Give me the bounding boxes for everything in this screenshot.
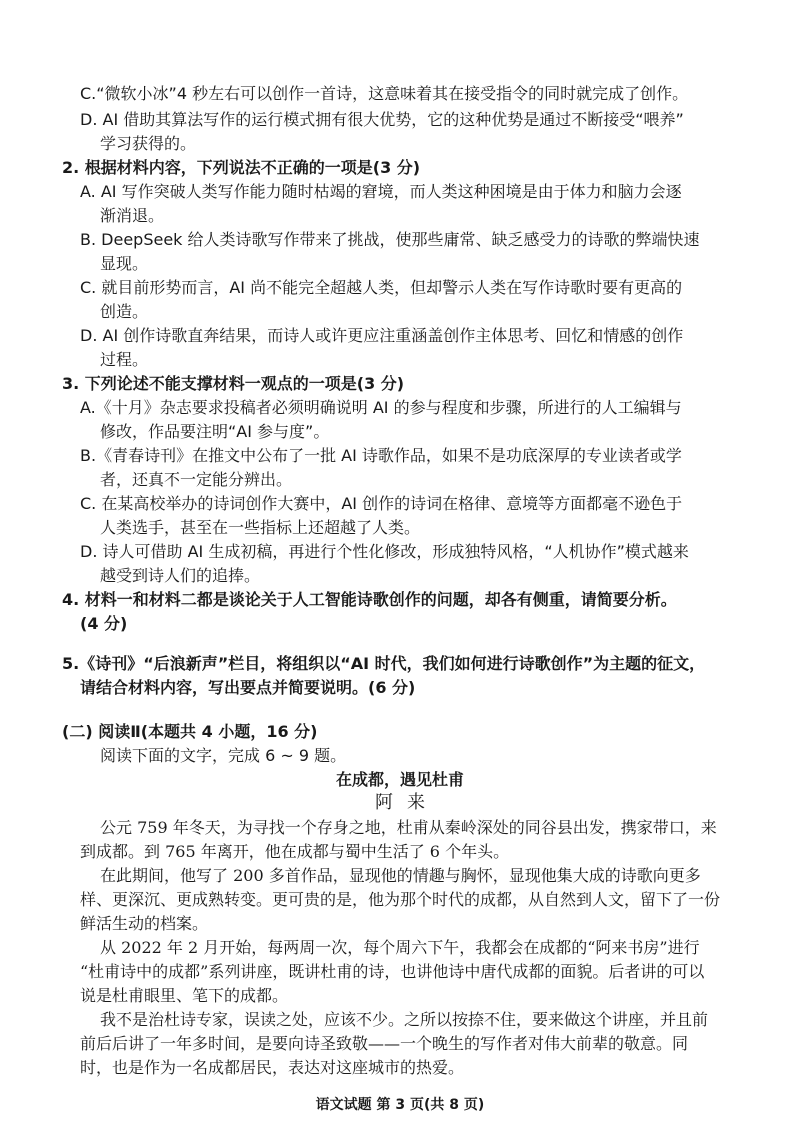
article-paragraph-4-line2: 前后后讲了一年多时间，是要向诗圣致敬——一个晚生的写作者对伟大前辈的敬意。同 [80,1034,689,1053]
q2-option-c-line1: C. 就目前形势而言，AI 尚不能完全超越人类，但却警示人类在写作诗歌时要有更高的 [80,278,683,297]
question-2-stem: 2. 根据材料内容，下列说法不正确的一项是(3 分) [62,158,421,177]
q2-option-b-line2: 显现。 [100,254,149,273]
q3-option-d-line2: 越受到诗人们的追捧。 [100,566,261,585]
question-4-line1: 4. 材料一和材料二都是谈论关于人工智能诗歌创作的问题，却各有侧重，请简要分析。 [62,590,677,609]
article-title: 在成都，遇见杜甫 [335,770,464,789]
q2-option-a-line1: A. AI 写作突破人类写作能力随时枯竭的窘境，而人类这种困境是由于体力和脑力会逐 [80,182,682,201]
q3-option-a-line2: 修改，作品要注明“AI 参与度”。 [100,422,330,441]
article-paragraph-2-line3: 鲜活生动的档案。 [80,914,209,933]
q2-option-d-line1: D. AI 创作诗歌直奔结果，而诗人或许更应注重涵盖创作主体思考、回忆和情感的创作 [80,326,684,345]
q3-option-b-line2: 者，还真不一定能分辨出。 [100,470,293,489]
article-paragraph-4-line1: 我不是治杜诗专家，误读之处，应该不少。之所以按捺不住，要来做这个讲座，并且前 [100,1010,709,1029]
question-3-stem: 3. 下列论述不能支撑材料一观点的一项是(3 分) [62,374,405,393]
article-paragraph-2-line1: 在此期间，他写了 200 多首作品，显现他的情趣与胸怀，显现他集大成的诗歌向更多 [100,866,701,885]
article-paragraph-1-line1: 公元 759 年冬天，为寻找一个存身之地，杜甫从秦岭深处的同谷县出发，携家带口，来 [100,818,717,837]
article-paragraph-2-line2: 样、更深沉、更成熟转变。更可贵的是，他为那个时代的成都，从自然到人文，留下了一份 [80,890,721,909]
question-4-line2: (4 分) [80,614,128,633]
question-5-line2: 请结合材料内容，写出要点并简要说明。(6 分) [80,678,416,697]
q3-option-c-line1: C. 在某高校举办的诗词创作大赛中，AI 创作的诗词在格律、意境等方面都毫不逊色于 [80,494,683,513]
q3-option-d-line1: D. 诗人可借助 AI 生成初稿，再进行个性化修改，形成独特风格，“人机协作”模式越来 [80,542,689,561]
q2-option-c-line2: 创造。 [100,302,149,321]
article-paragraph-3-line1: 从 2022 年 2 月开始，每两周一次，每个周六下午，我都会在成都的“阿来书房”进行 [100,938,700,957]
option-c-prev: C.“微软小冰”4 秒左右可以创作一首诗，这意味着其在接受指令的同时就完成了创作。 [80,84,689,103]
q2-option-a-line2: 渐消退。 [100,206,165,225]
article-paragraph-3-line3: 说是杜甫眼里、笔下的成都。 [80,986,289,1005]
article-paragraph-4-line3: 时，也是作为一名成都居民，表达对这座城市的热爱。 [80,1058,465,1077]
q3-option-b-line1: B.《青春诗刊》在推文中公布了一批 AI 诗歌作品，如果不是功底深厚的专业读者或学 [80,446,682,465]
question-5-line1: 5.《诗刊》“后浪新声”栏目，将组织以“AI 时代，我们如何进行诗歌创作”为主题的征文， [62,654,706,673]
q2-option-d-line2: 过程。 [100,350,149,369]
q2-option-b-line1: B. DeepSeek 给人类诗歌写作带来了挑战，使那些庸常、缺乏感受力的诗歌的弊端快速 [80,230,700,249]
article-paragraph-3-line2: “杜甫诗中的成都”系列讲座，既讲杜甫的诗，也讲他诗中唐代成都的面貌。后者讲的可以 [80,962,705,981]
section-2-header: (二) 阅读Ⅱ(本题共 4 小题，16 分) [62,722,318,741]
q3-option-c-line2: 人类选手，甚至在一些指标上还超越了人类。 [100,518,421,537]
article-paragraph-1-line2: 到成都。到 765 年离开，他在成都与蜀中生活了 6 个年头。 [80,842,510,861]
option-d-prev-line2: 学习获得的。 [100,134,197,153]
section-2-instruction: 阅读下面的文字，完成 6 ~ 9 题。 [100,746,347,765]
article-author: 阿来 [375,792,439,813]
q3-option-a-line1: A.《十月》杂志要求投稿者必须明确说明 AI 的参与程度和步骤，所进行的人工编辑与 [80,398,682,417]
page-footer: 语文试题 第 3 页(共 8 页) [315,1097,485,1113]
option-d-prev-line1: D. AI 借助其算法写作的运行模式拥有很大优势，它的这种优势是通过不断接受“喂养” [80,110,684,129]
